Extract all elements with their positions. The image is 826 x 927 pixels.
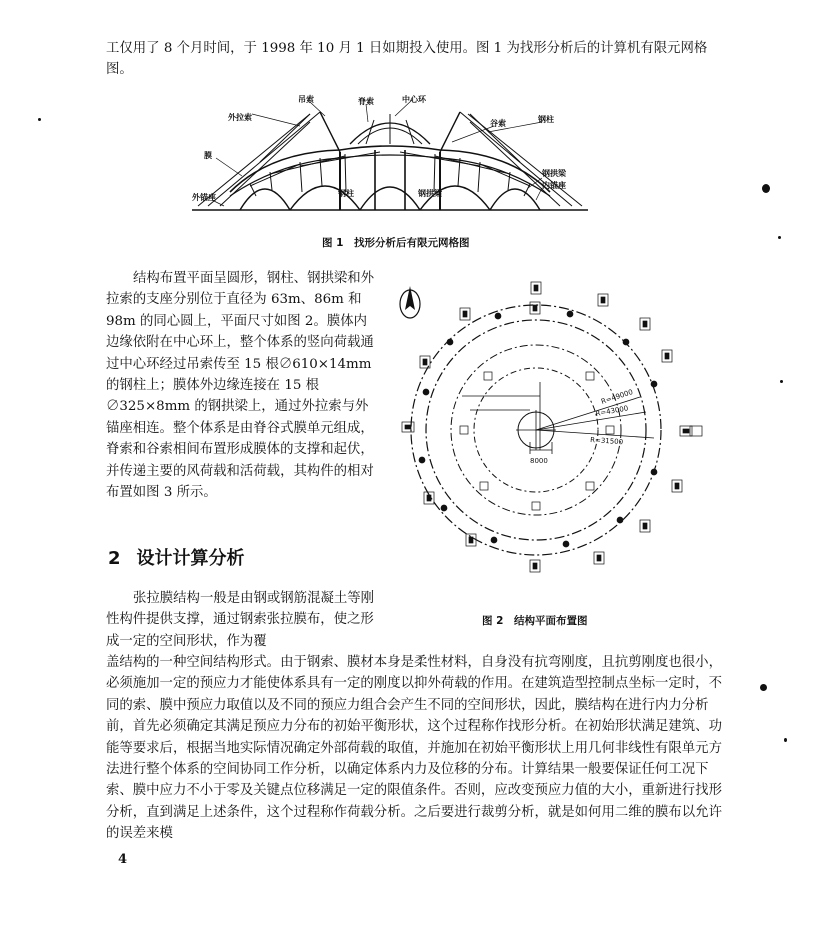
intro-paragraph: 工仅用了 8 个月时间，于 1998 年 10 月 1 日如期投入使用。图 1 为找形分析后的计算机有限元网格图。 — [106, 41, 708, 78]
figure2-plan-drawing — [390, 272, 730, 602]
figure2-caption: 图 2 结构平面布置图 — [482, 615, 588, 627]
label-suspension-cable: 吊索 — [298, 95, 314, 104]
analysis-paragraph-continued: 盖结构的一种空间结构形式。由于钢索、膜材本身是柔性材料，自身没有抗弯刚度，且抗剪刚度也很小，必须施加一定的预应力才能使体系具有一定的刚度以抑外荷载的作用。在建筑造型控制点坐标一定时，不同的索、膜中预应力取值以及不同的预应力组合会产生不同的空间形状，因此，膜结构在进行内力分析前，首先必须确定其满足预应力分布的初始平衡形状，这个过程称作找形分析。在初始形状满足建筑、功能等要求后，根据当地实际情况确定外部荷载的取值，并施加在初始平衡形状上用几何非线性有限单元方法进行整个体系的空间协同工作分析，以确定体系内力及位移的分布。计算结果一般要保证任何工况下索、膜中应力不小于零及关键点位移满足一定的限值条件。否则，应改变预应力值的大小，重新进行找形分析，直到满足上述条件，这个过程称作荷载分析。之后要进行裁剪分析，就是如何用二维的膜布以允许的误差来模 — [106, 655, 722, 842]
figure1-caption: 图 1 找形分析后有限元网格图 — [322, 237, 470, 249]
label-ridge-cable: 脊索 — [358, 97, 374, 106]
label-column-top: 钢柱 — [538, 115, 554, 124]
scan-speck — [778, 236, 781, 239]
section-heading — [108, 544, 245, 570]
dim-r1: R=31500 — [589, 436, 624, 447]
scan-speck — [762, 184, 770, 193]
label-membrane: 膜 — [204, 151, 212, 160]
scan-speck — [784, 738, 787, 742]
layout-paragraph: 结构布置平面呈圆形，钢柱、钢拱梁和外拉索的支座分别位于直径为 63m、86m 和 98m 的同心圆上，平面尺寸如图 2。膜体内边缘依附在中心环上，整个体系的竖向荷载通过中心环经过吊索传至 15 根∅610×14mm 的钢柱上；膜体外边缘连接在 15 根∅325×8mm 的钢拱梁上，通过外拉索与外锚座相连。整个体系是由脊谷式膜单元组成，脊索和谷索相间布置形成膜体的支撑和起伏，并传递主要的风荷载和活荷载，其构件的相对布置如图 3 所示。 — [106, 271, 375, 501]
label-column: 钢柱 — [338, 189, 354, 198]
scan-speck — [38, 118, 41, 121]
label-outer-anchor: 外锚座 — [192, 193, 216, 202]
scan-speck — [760, 684, 767, 691]
analysis-paragraph-start: 张拉膜结构一般是由钢或钢筋混凝土等刚性构件提供支撑，通过钢索张拉膜布，使之形成一定的空间形状，作为覆 — [106, 591, 375, 649]
dim-r2: R=43000 — [594, 404, 629, 418]
dim-offset: 8000 — [530, 457, 548, 465]
label-outer-cable: 外拉索 — [228, 113, 252, 122]
scan-speck — [780, 380, 783, 383]
label-center-ring: 中心环 — [402, 95, 426, 104]
label-steel-arch-right: 钢拱梁 — [542, 169, 566, 178]
figure1-mesh-drawing — [190, 92, 590, 222]
north-arrow-icon — [400, 286, 420, 318]
label-inner-anchor: 内锚座 — [542, 181, 566, 190]
page-number: 4 — [118, 852, 128, 867]
section-title: 设计计算分析 — [136, 548, 245, 569]
label-steel-arch: 钢拱梁 — [418, 189, 442, 198]
dim-r3: R=49000 — [600, 388, 635, 406]
label-valley-cable: 谷索 — [490, 119, 506, 128]
section-number: 2 — [108, 548, 121, 569]
